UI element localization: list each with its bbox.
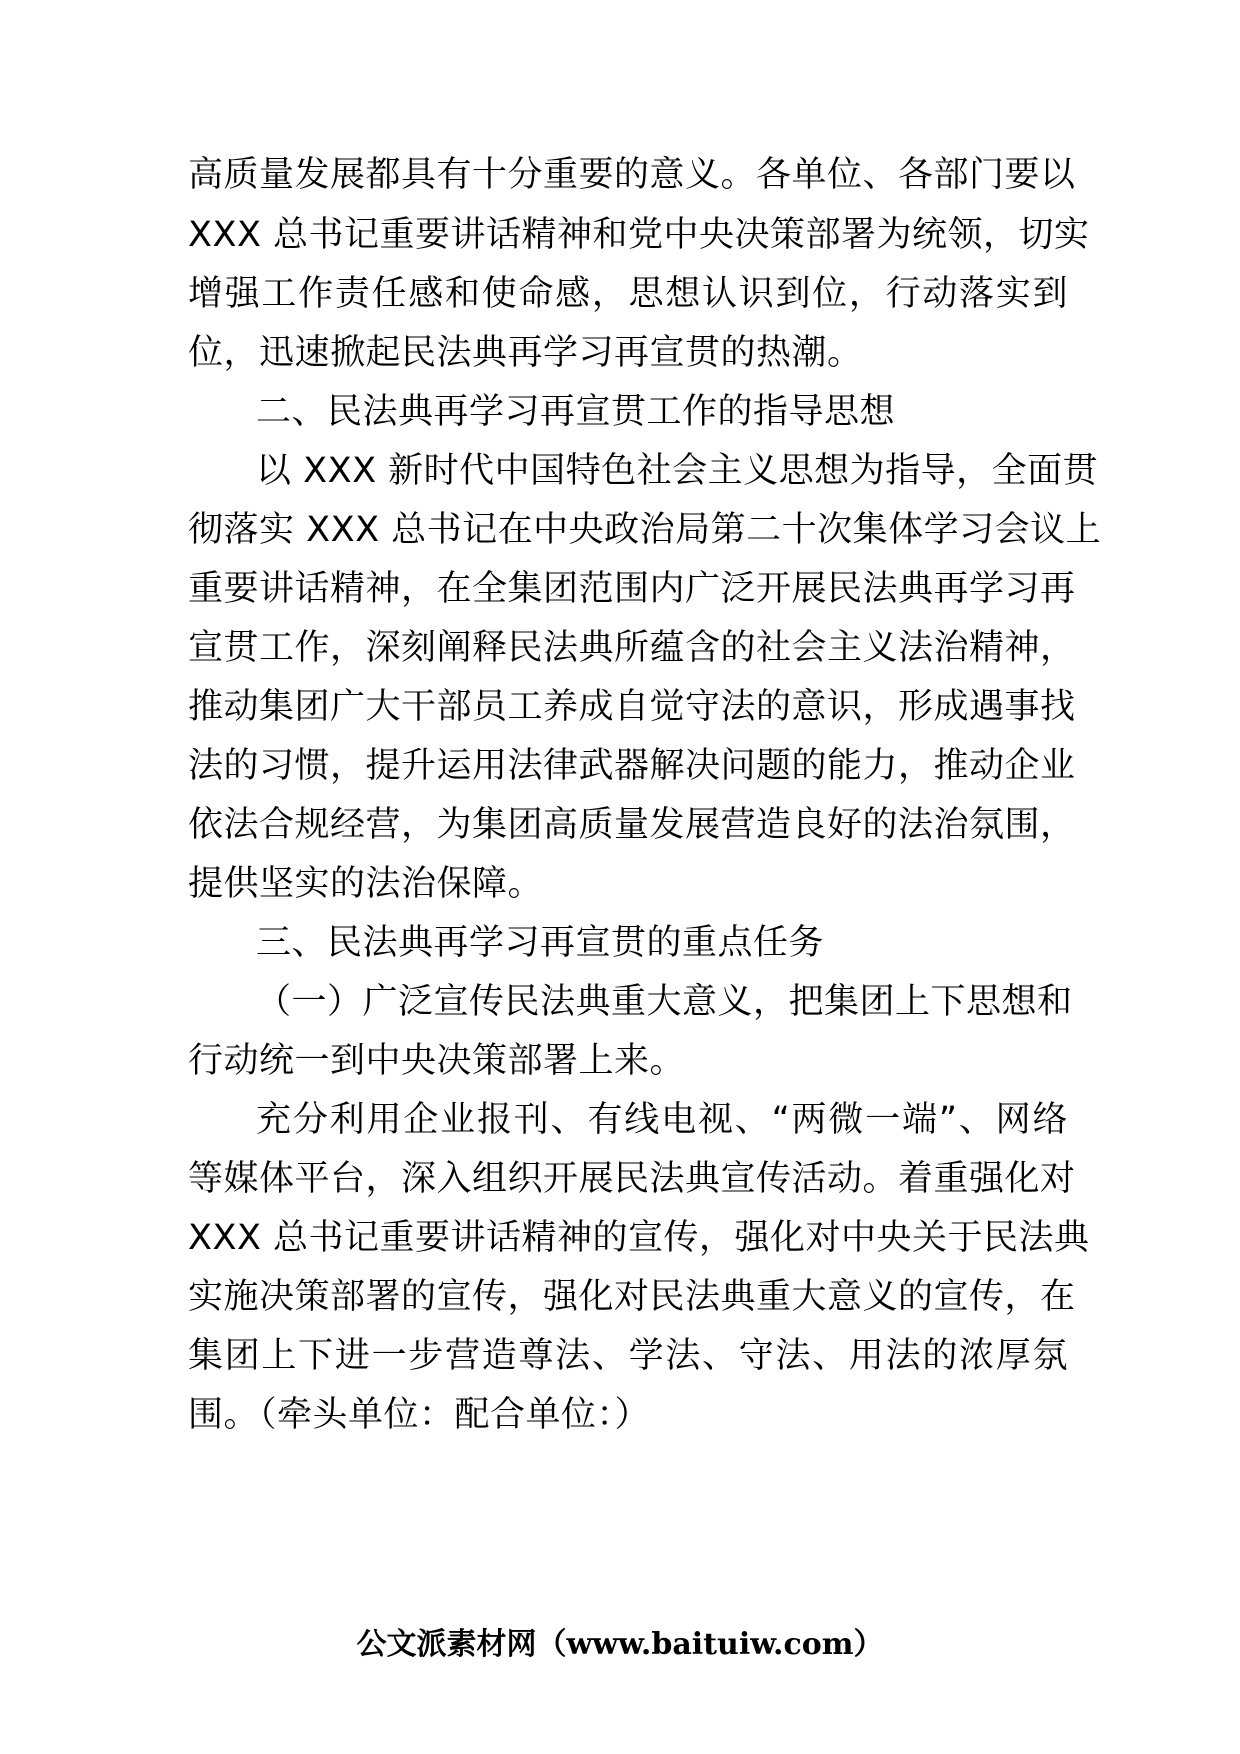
subsection-heading-1: （一）广泛宣传民法典重大意义，把集团上下思想和 <box>256 982 1073 1022</box>
text-line-20: 实施决策部署的宣传，强化对民法典重大意义的宣传，在 <box>188 1277 1076 1317</box>
text-line-6: 以 XXX 新时代中国特色社会主义思想为指导，全面贯 <box>256 451 1099 491</box>
text-line-16: 行动统一到中央决策部署上来。 <box>188 1041 686 1081</box>
text-line-22: 围。（牵头单位：配合单位：） <box>188 1395 651 1435</box>
text-line-8: 重要讲话精神，在全集团范围内广泛开展民法典再学习再 <box>188 569 1076 609</box>
text-line-18: 等媒体平台，深入组织开展民法典宣传活动。着重强化对 <box>188 1159 1076 1199</box>
text-line-2: XXX 总书记重要讲话精神和党中央决策部署为统领，切实 <box>188 215 1090 255</box>
text-line-11: 法的习惯，提升运用法律武器解决问题的能力，推动企业 <box>188 746 1076 786</box>
text-line-12: 依法合规经营，为集团高质量发展营造良好的法治氛围， <box>188 805 1076 845</box>
text-line-21: 集团上下进一步营造尊法、学法、守法、用法的浓厚氛 <box>188 1336 1068 1376</box>
text-line-10: 推动集团广大干部员工养成自觉守法的意识，形成遇事找 <box>188 687 1076 727</box>
text-line-7: 彻落实 XXX 总书记在中央政治局第二十次集体学习会议上 <box>188 510 1102 550</box>
section-heading-3: 三、民法典再学习再宣贯的重点任务 <box>256 923 825 963</box>
text-line-1: 高质量发展都具有十分重要的意义。各单位、各部门要以 <box>188 155 1076 195</box>
text-line-13: 提供坚实的法治保障。 <box>188 864 544 904</box>
footer-watermark: 公文派素材网（www.baituiw.com） <box>356 1627 884 1662</box>
text-line-9: 宣贯工作，深刻阐释民法典所蕴含的社会主义法治精神， <box>188 628 1076 668</box>
text-line-4: 位，迅速掀起民法典再学习再宣贯的热潮。 <box>188 333 863 373</box>
text-line-19: XXX 总书记重要讲话精神的宣传，强化对中央关于民法典 <box>188 1218 1090 1258</box>
text-line-3: 增强工作责任感和使命感，思想认识到位，行动落实到 <box>188 274 1068 314</box>
text-line-17: 充分利用企业报刊、有线电视、“两微一端”、网络 <box>256 1100 1068 1140</box>
section-heading-2: 二、民法典再学习再宣贯工作的指导思想 <box>256 392 896 432</box>
